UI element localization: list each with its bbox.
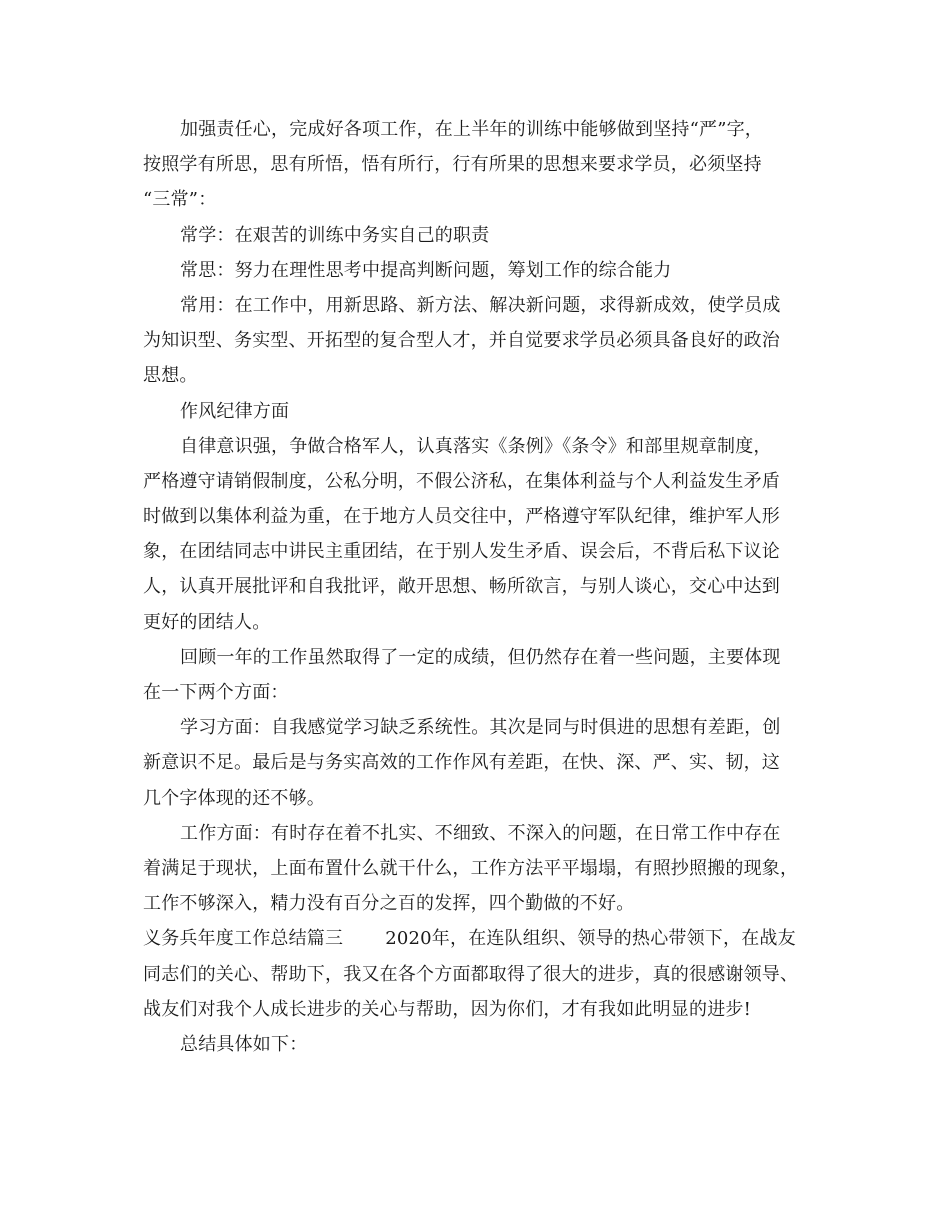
paragraph-line: 总结具体如下：: [180, 1033, 308, 1055]
paragraph-line: 常学：在艰苦的训练中务实自己的职责: [180, 224, 490, 246]
paragraph-line: 同志们的关心、帮助下，我又在各个方面都取得了很大的进步，真的很感谢领导、: [143, 963, 799, 985]
paragraph-line: 按照学有所思，思有所悟，悟有所行，行有所果的思想来要求学员，必须坚持: [143, 154, 762, 176]
paragraph-line: 人，认真开展批评和自我批评，敞开思想、畅所欲言，与别人谈心，交心中达到: [143, 576, 780, 598]
section-heading-line: [143, 921, 813, 956]
paragraph-line: 工作方面：有时存在着不扎实、不细致、不深入的问题，在日常工作中存在: [180, 822, 781, 844]
paragraph-line: 严格遵守请销假制度，公私分明，不假公济私，在集体利益与个人利益发生矛盾: [143, 470, 780, 492]
paragraph-line: 新意识不足。最后是与务实高效的工作作风有差距，在快、深、严、实、韧，这: [143, 752, 780, 774]
paragraph-line: 几个字体现的还不够。: [143, 787, 325, 809]
paragraph-line: 在一下两个方面：: [143, 682, 289, 703]
document-page: [143, 112, 813, 1062]
paragraph-line: 加强责任心，完成好各项工作，在上半年的训练中能够做到坚持“严”字，: [180, 119, 764, 140]
paragraph-line: 学习方面：自我感觉学习缺乏系统性。其次是同与时俱进的思想有差距，创: [180, 717, 781, 739]
paragraph-line: 象，在团结同志中讲民主重团结，在于别人发生矛盾、误会后，不背后私下议论: [143, 541, 780, 563]
section-heading: 义务兵年度工作总结篇三: [143, 928, 344, 950]
paragraph-line: 常思：努力在理性思考中提高判断问题，筹划工作的综合能力: [180, 259, 672, 281]
paragraph-line: 更好的团结人。: [143, 611, 271, 633]
paragraph-line: 为知识型、务实型、开拓型的复合型人才，并自觉要求学员必须具备良好的政治: [143, 330, 780, 352]
paragraph-line: 回顾一年的工作虽然取得了一定的成绩，但仍然存在着一些问题，主要体现: [180, 646, 781, 668]
paragraph-line: 时做到以集体利益为重，在于地方人员交往中，严格遵守军队纪律，维护军人形: [143, 506, 780, 528]
section-subheading: 作风纪律方面: [180, 400, 290, 422]
paragraph-line: 工作不够深入，精力没有百分之百的发挥，四个勤做的不好。: [143, 893, 635, 915]
paragraph-line: 战友们对我个人成长进步的关心与帮助，因为你们，才有我如此明显的进步!: [143, 998, 752, 1020]
paragraph-line: 着满足于现状，上面布置什么就干什么，工作方法平平塌塌，有照抄照搬的现象，: [143, 857, 799, 879]
paragraph-line: “三常”：: [143, 189, 217, 211]
paragraph-line: 思想。: [143, 365, 198, 387]
paragraph-line: 自律意识强，争做合格军人，认真落实《条例》《条令》和部里规章制度，: [180, 435, 772, 457]
section-heading-rest: 2020年，在连队组织、领导的热心带领下，在战友: [385, 928, 796, 950]
paragraph-line: 常用：在工作中，用新思路、新方法、解决新问题，求得新成效，使学员成: [180, 294, 781, 316]
